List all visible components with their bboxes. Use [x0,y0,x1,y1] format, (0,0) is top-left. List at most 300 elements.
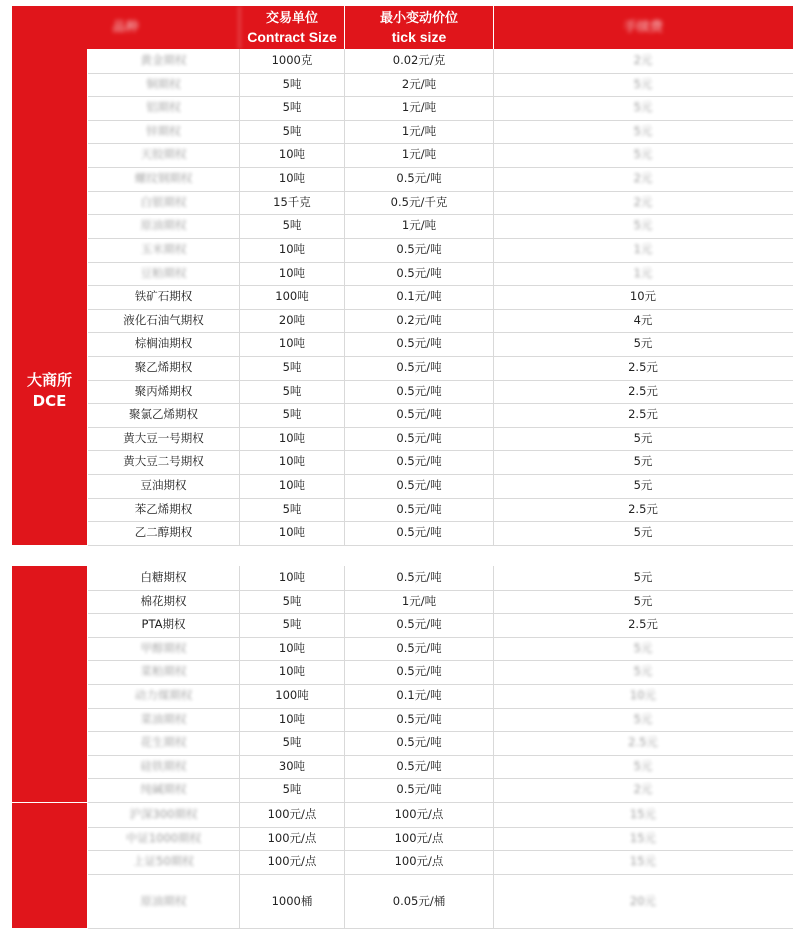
tick-size-cell [345,874,494,928]
contract-size: 10吨 [278,478,306,492]
product-name: 螺纹钢期权 [134,171,193,185]
contract-size: 10吨 [278,664,306,679]
product-name: 豆粕期权 [140,265,187,280]
product-name-cell [88,356,240,380]
product-name-cell [88,498,240,522]
tick-size-cell [345,238,494,262]
table-row [88,450,793,475]
contract-size-cell [240,731,345,755]
product-name: 天胶期权 [140,147,187,162]
table-row [88,521,793,546]
tick-size-cell [345,755,494,779]
contract-size: 5吨 [282,100,302,115]
product-name-cell [88,309,240,333]
fee-cell [494,637,792,661]
tick-size-cell [345,660,494,684]
table-row [88,474,793,499]
tick-size: 0.5元/吨 [396,478,442,492]
product-name: 动力煤期权 [134,688,193,702]
fee: 5元 [633,218,653,233]
tick-size-cell [345,637,494,661]
fee-cell [494,755,792,779]
product-name: 原油期权 [140,894,187,908]
tick-size: 1元/吨 [401,123,437,138]
fee: 4元 [633,312,653,327]
contract-size: 5吨 [282,593,302,608]
product-name-cell [88,262,240,286]
exchange-group-label [12,803,87,874]
contract-size-cell [240,637,345,661]
contract-size: 5吨 [282,735,302,750]
contract-size: 20吨 [278,312,306,327]
product-name: 沪深300期权 [129,807,198,821]
fee-cell [494,380,792,404]
tick-size: 0.05元/桶 [392,894,446,908]
tick-size: 0.5元/吨 [396,782,442,797]
product-name-cell [88,380,240,404]
product-name: 甲醇期权 [140,640,187,655]
fee: 5元 [633,123,653,138]
product-name-cell [88,778,240,802]
product-name-cell [88,238,240,262]
tick-size-cell [345,380,494,404]
fee-cell [494,214,792,238]
contract-size-cell [240,450,345,474]
contract-size: 5吨 [282,123,302,138]
contract-size-cell [240,356,345,380]
contract-size-cell [240,309,345,333]
contract-size-cell [240,498,345,522]
tick-size-cell [345,214,494,238]
product-name: 花生期权 [140,735,187,750]
table-row [88,214,793,239]
fee-cell [494,96,792,120]
product-name: 聚氯乙烯期权 [129,407,198,422]
product-name: 铝期权 [146,100,181,115]
fee-cell [494,120,792,144]
fee-cell [494,356,792,380]
fee: 2元 [633,53,653,67]
contract-size: 10吨 [278,242,306,256]
table-row [88,49,793,74]
contract-size-cell [240,827,345,851]
product-name-cell [88,637,240,661]
contract-size: 30吨 [278,758,306,773]
product-name-cell [88,803,240,827]
fee-cell [494,521,792,545]
product-name-cell [88,474,240,498]
contract-size: 5吨 [282,76,302,91]
tick-size-cell [345,332,494,356]
table-row [88,73,793,98]
header-product: 品种 [12,6,240,49]
fee-cell [494,684,792,708]
table-row [88,120,793,145]
tick-size-cell [345,684,494,708]
exchange-name-cn: 大商所 [26,371,72,390]
fee-cell [494,450,792,474]
exchange-group-label [12,238,87,545]
tick-size: 0.5元/吨 [396,265,442,280]
fee: 5元 [633,525,653,540]
product-name-cell [88,191,240,215]
product-name: 棕榈油期权 [134,336,193,351]
contract-size: 10吨 [278,265,306,280]
contract-size: 10吨 [278,570,306,584]
tick-size-cell [345,708,494,732]
fee: 15元 [629,807,657,821]
product-name: 原油期权 [140,218,187,233]
table-row [88,403,793,428]
contract-size: 5吨 [282,782,302,797]
contract-size-cell [240,143,345,167]
contract-size-cell [240,238,345,262]
fee-cell [494,660,792,684]
product-name: 聚乙烯期权 [134,360,193,374]
table-row [88,827,793,852]
tick-size: 1元/吨 [401,218,437,233]
table-row [88,613,793,638]
fee-cell [494,803,792,827]
fee-cell [494,874,792,928]
table-row [88,590,793,615]
table-row [88,332,793,357]
tick-size: 0.5元/吨 [396,360,442,374]
tick-size: 1元/吨 [401,593,437,608]
fee-cell [494,309,792,333]
product-name: 玉米期权 [140,242,187,256]
fee-cell [494,708,792,732]
fee: 5元 [633,100,653,115]
product-name: 黄金期权 [140,53,187,67]
contract-size: 10吨 [278,525,306,540]
fee-cell [494,498,792,522]
product-name-cell [88,427,240,451]
contract-size-cell [240,521,345,545]
table-row [88,660,793,685]
contract-size: 5吨 [282,407,302,422]
contract-size: 5吨 [282,501,302,516]
fee-cell [494,850,792,874]
contract-size-cell [240,120,345,144]
table-row [88,637,793,662]
tick-size-cell [345,73,494,97]
fee: 20元 [629,894,657,908]
tick-size-cell [345,778,494,802]
contract-size: 5吨 [282,617,302,632]
fee: 10元 [629,289,657,304]
contract-size: 10吨 [278,454,306,469]
tick-size: 0.5元/吨 [396,570,442,584]
fee-cell [494,403,792,427]
tick-size: 0.5元/吨 [396,640,442,655]
tick-size: 0.5元/吨 [396,735,442,750]
table-row [88,874,793,929]
product-name-cell [88,850,240,874]
fee: 5元 [633,147,653,162]
product-name-cell [88,332,240,356]
fee: 5元 [633,664,653,679]
fee: 1元 [633,242,653,256]
tick-size-cell [345,731,494,755]
tick-size: 0.5元/吨 [396,171,442,185]
tick-size: 1元/吨 [401,100,437,115]
fee: 2.5元 [628,617,658,632]
fee: 1元 [633,265,653,280]
product-name-cell [88,874,240,928]
product-name-cell [88,73,240,97]
table-row [88,566,793,591]
table-row [88,143,793,168]
fee-cell [494,731,792,755]
product-name: 硅铁期权 [140,758,187,773]
tick-size-cell [345,521,494,545]
tick-size-cell [345,96,494,120]
product-name: 中证1000期权 [125,830,202,845]
fee-cell [494,427,792,451]
contract-size: 10吨 [278,640,306,655]
table-row [88,96,793,121]
table-row [88,309,793,334]
product-name-cell [88,450,240,474]
fee: 5元 [633,593,653,608]
contract-size-cell [240,874,345,928]
contract-size: 10吨 [278,430,306,445]
contract-size-cell [240,803,345,827]
table-row [88,778,793,803]
fee: 5元 [633,336,653,351]
table-row [88,262,793,287]
tick-size-cell [345,403,494,427]
tick-size: 0.5元/吨 [396,525,442,540]
table-row [88,684,793,709]
table-row [88,191,793,216]
product-name: 纯碱期权 [140,782,187,797]
product-name: 上证50期权 [133,854,194,869]
exchange-group-label [12,566,87,802]
table-row [88,850,793,875]
exchange-group-label [12,49,87,238]
contract-size: 100元/点 [267,807,317,821]
product-name: 乙二醇期权 [134,525,193,540]
header-tick-size: 最小变动价位 tick size [345,6,494,49]
tick-size: 0.5元/千克 [390,194,448,209]
tick-size: 0.5元/吨 [396,454,442,469]
product-name-cell [88,660,240,684]
product-name: 菜粕期权 [140,664,187,679]
contract-size-cell [240,332,345,356]
contract-size-cell [240,285,345,309]
product-name-cell [88,708,240,732]
fee-cell [494,590,792,614]
contract-size-cell [240,214,345,238]
product-name: 棉花期权 [140,593,187,608]
contract-size-cell [240,380,345,404]
product-name: 苯乙烯期权 [134,501,193,516]
tick-size-cell [345,427,494,451]
product-name: 液化石油气期权 [123,312,204,327]
contract-size: 100吨 [275,289,309,304]
contract-size-cell [240,590,345,614]
contract-size-cell [240,850,345,874]
fee: 10元 [629,688,657,702]
tick-size: 0.5元/吨 [396,242,442,256]
fee: 5元 [633,711,653,726]
product-name: 白糖期权 [140,570,187,584]
tick-size-cell [345,613,494,637]
table-row [88,708,793,733]
fee: 5元 [633,454,653,469]
tick-size-cell [345,191,494,215]
fee-cell [494,262,792,286]
tick-size: 0.5元/吨 [396,664,442,679]
fee-cell [494,778,792,802]
product-name: 菜油期权 [140,711,187,726]
contract-size-cell [240,73,345,97]
contract-size: 5吨 [282,383,302,398]
contract-size: 5吨 [282,360,302,374]
tick-size-cell [345,167,494,191]
contract-size: 100吨 [275,688,309,702]
tick-size-cell [345,827,494,851]
fee: 2元 [633,171,653,185]
contract-size: 5吨 [282,218,302,233]
product-name-cell [88,214,240,238]
contract-size: 10吨 [278,336,306,351]
fee: 2元 [633,782,653,797]
product-name-cell [88,120,240,144]
product-name-cell [88,613,240,637]
fee-cell [494,827,792,851]
tick-size-cell [345,450,494,474]
fee: 15元 [629,854,657,869]
table-row [88,427,793,452]
product-name: 锌期权 [146,123,181,138]
contract-size-cell [240,96,345,120]
fee-cell [494,474,792,498]
product-name-cell [88,403,240,427]
tick-size: 0.5元/吨 [396,407,442,422]
contract-size-cell [240,262,345,286]
tick-size: 0.5元/吨 [396,711,442,726]
contract-size-cell [240,755,345,779]
tick-size: 0.5元/吨 [396,617,442,632]
contract-size-cell [240,403,345,427]
product-name: 铁矿石期权 [134,289,193,304]
tick-size-cell [345,590,494,614]
tick-size-cell [345,803,494,827]
contract-size-cell [240,660,345,684]
tick-size: 0.2元/吨 [396,312,442,327]
table-row [88,380,793,405]
exchange-name-en: DCE [32,392,67,411]
table-row [88,238,793,263]
tick-size: 0.5元/吨 [396,430,442,445]
contract-size-cell [240,566,345,590]
product-name-cell [88,96,240,120]
contract-size-cell [240,613,345,637]
table-row [88,356,793,381]
fee: 2.5元 [628,735,658,750]
contract-size-cell [240,49,345,73]
tick-size-cell [345,262,494,286]
product-name-cell [88,49,240,73]
tick-size-cell [345,120,494,144]
contract-size-cell [240,708,345,732]
contract-size: 100元/点 [267,854,317,869]
tick-size: 100元/点 [394,854,444,869]
contract-size: 10吨 [278,147,306,162]
table-row [88,803,793,828]
tick-size-cell [345,309,494,333]
fee: 5元 [633,430,653,445]
contract-size: 1000桶 [271,894,313,908]
fee: 2.5元 [628,407,658,422]
fee-cell [494,613,792,637]
fee-cell [494,73,792,97]
tick-size: 0.02元/克 [392,53,446,67]
header-contract-size: 交易单位 Contract Size [240,6,345,49]
product-name: 黄大豆二号期权 [123,454,204,469]
product-name-cell [88,684,240,708]
table-row [88,498,793,523]
fee: 2.5元 [628,383,658,398]
tick-size-cell [345,498,494,522]
fee-cell [494,285,792,309]
product-name: PTA期权 [141,617,186,632]
tick-size-cell [345,566,494,590]
tick-size: 1元/吨 [401,147,437,162]
contract-size-cell [240,427,345,451]
contract-size: 10吨 [278,171,306,185]
tick-size-cell [345,474,494,498]
contract-size-cell [240,684,345,708]
tick-size: 0.1元/吨 [396,688,442,702]
tick-size: 0.5元/吨 [396,336,442,351]
product-name-cell [88,827,240,851]
table-row [88,285,793,310]
tick-size: 0.5元/吨 [396,758,442,773]
table-row [88,731,793,756]
tick-size: 2元/吨 [401,76,437,91]
tick-size-cell [345,356,494,380]
fee-cell [494,566,792,590]
fee: 15元 [629,830,657,845]
fee: 5元 [633,640,653,655]
contract-size-cell [240,167,345,191]
product-name: 白银期权 [140,194,187,209]
product-name: 豆油期权 [140,478,187,492]
contract-size: 10吨 [278,711,306,726]
product-name: 黄大豆一号期权 [123,430,204,445]
fee: 2.5元 [628,360,658,374]
product-name-cell [88,521,240,545]
fee-cell [494,238,792,262]
header-fee: 手续费 [623,19,663,35]
fee-cell [494,191,792,215]
tick-size: 100元/点 [394,807,444,821]
product-name-cell [88,285,240,309]
product-name-cell [88,731,240,755]
product-name: 聚丙烯期权 [134,383,193,398]
fee: 2元 [633,194,653,209]
tick-size-cell [345,850,494,874]
contract-size: 100元/点 [267,830,317,845]
fee-cell [494,332,792,356]
fee: 5元 [633,570,653,584]
product-name: 铜期权 [146,76,181,91]
fee: 5元 [633,758,653,773]
